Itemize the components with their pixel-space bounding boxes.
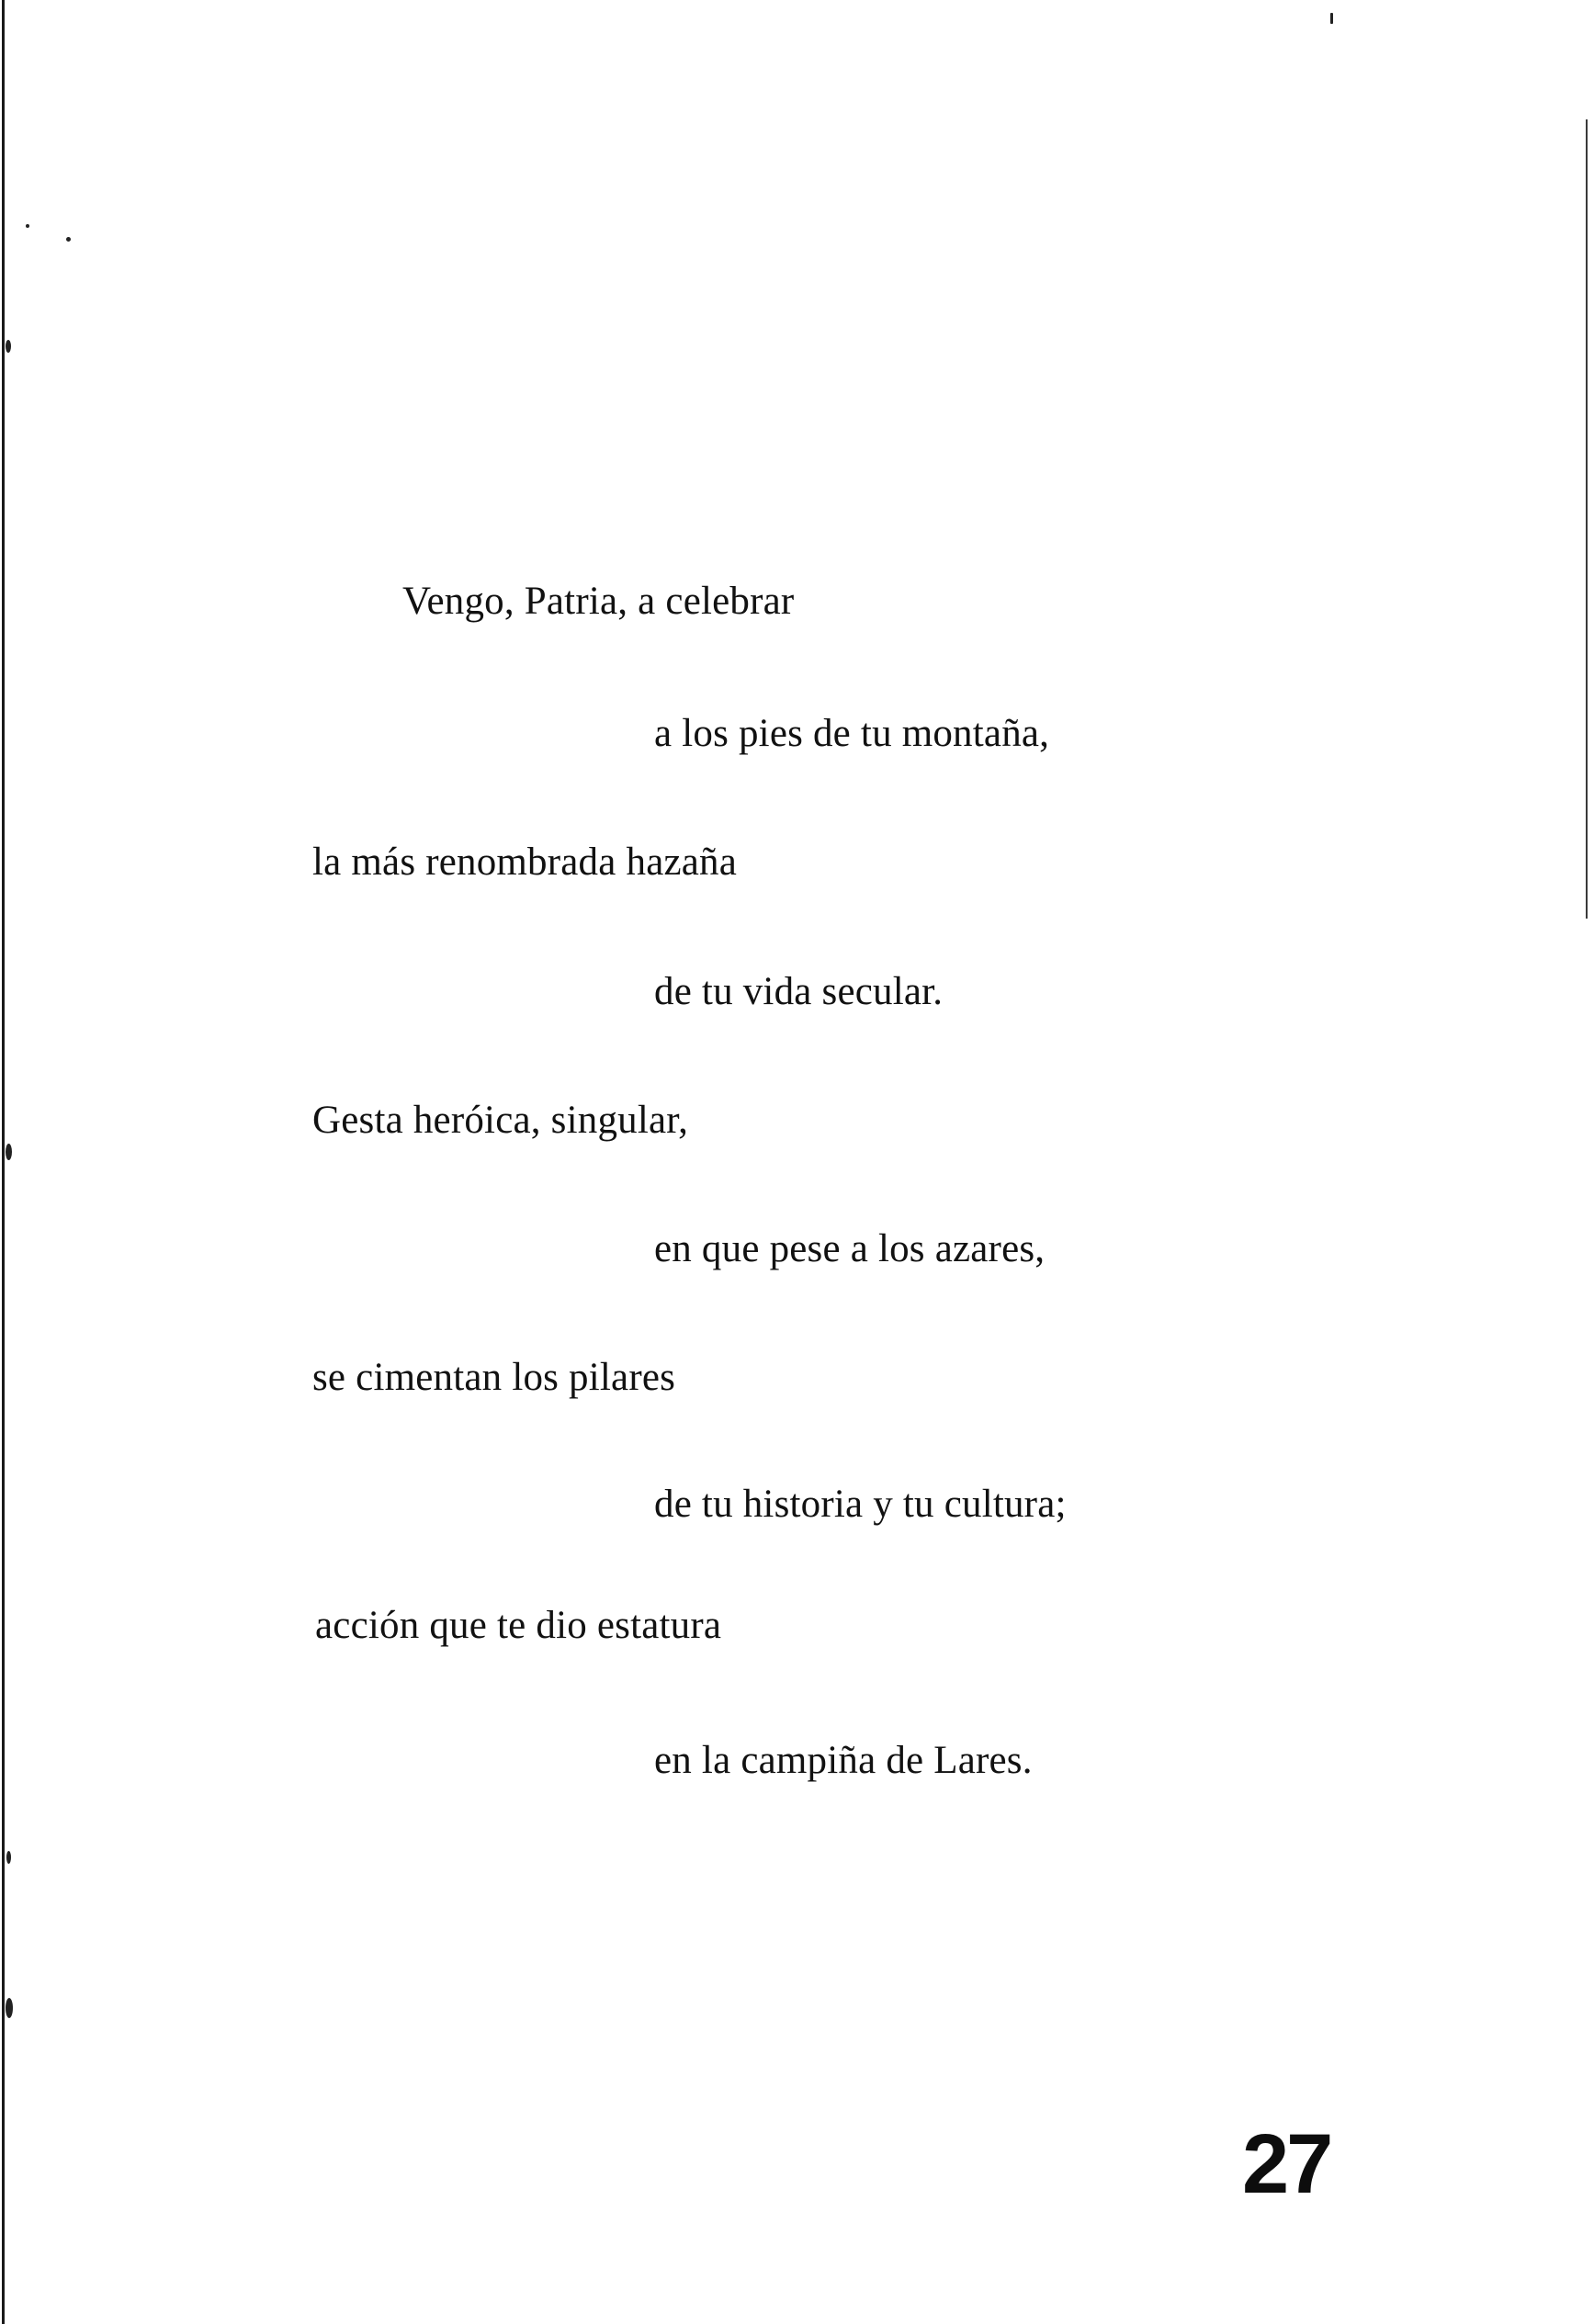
poem-line: de tu historia y tu cultura; — [654, 1483, 1067, 1526]
poem-line: la más renombrada hazaña — [312, 840, 738, 884]
poem-line: Vengo, Patria, a celebrar — [402, 580, 795, 623]
poem-line: de tu vida secular. — [654, 970, 944, 1013]
poem-line: a los pies de tu montaña, — [654, 712, 1050, 755]
poem-line: en la campiña de Lares. — [654, 1739, 1033, 1782]
page-number: 27 — [1242, 2117, 1331, 2211]
poem-line: en que pese a los azares, — [654, 1227, 1046, 1270]
poem-line: acción que te dio estatura — [315, 1604, 722, 1647]
poem-line: Gesta heróica, singular, — [312, 1099, 689, 1142]
poem-line: se cimentan los pilares — [312, 1356, 676, 1399]
